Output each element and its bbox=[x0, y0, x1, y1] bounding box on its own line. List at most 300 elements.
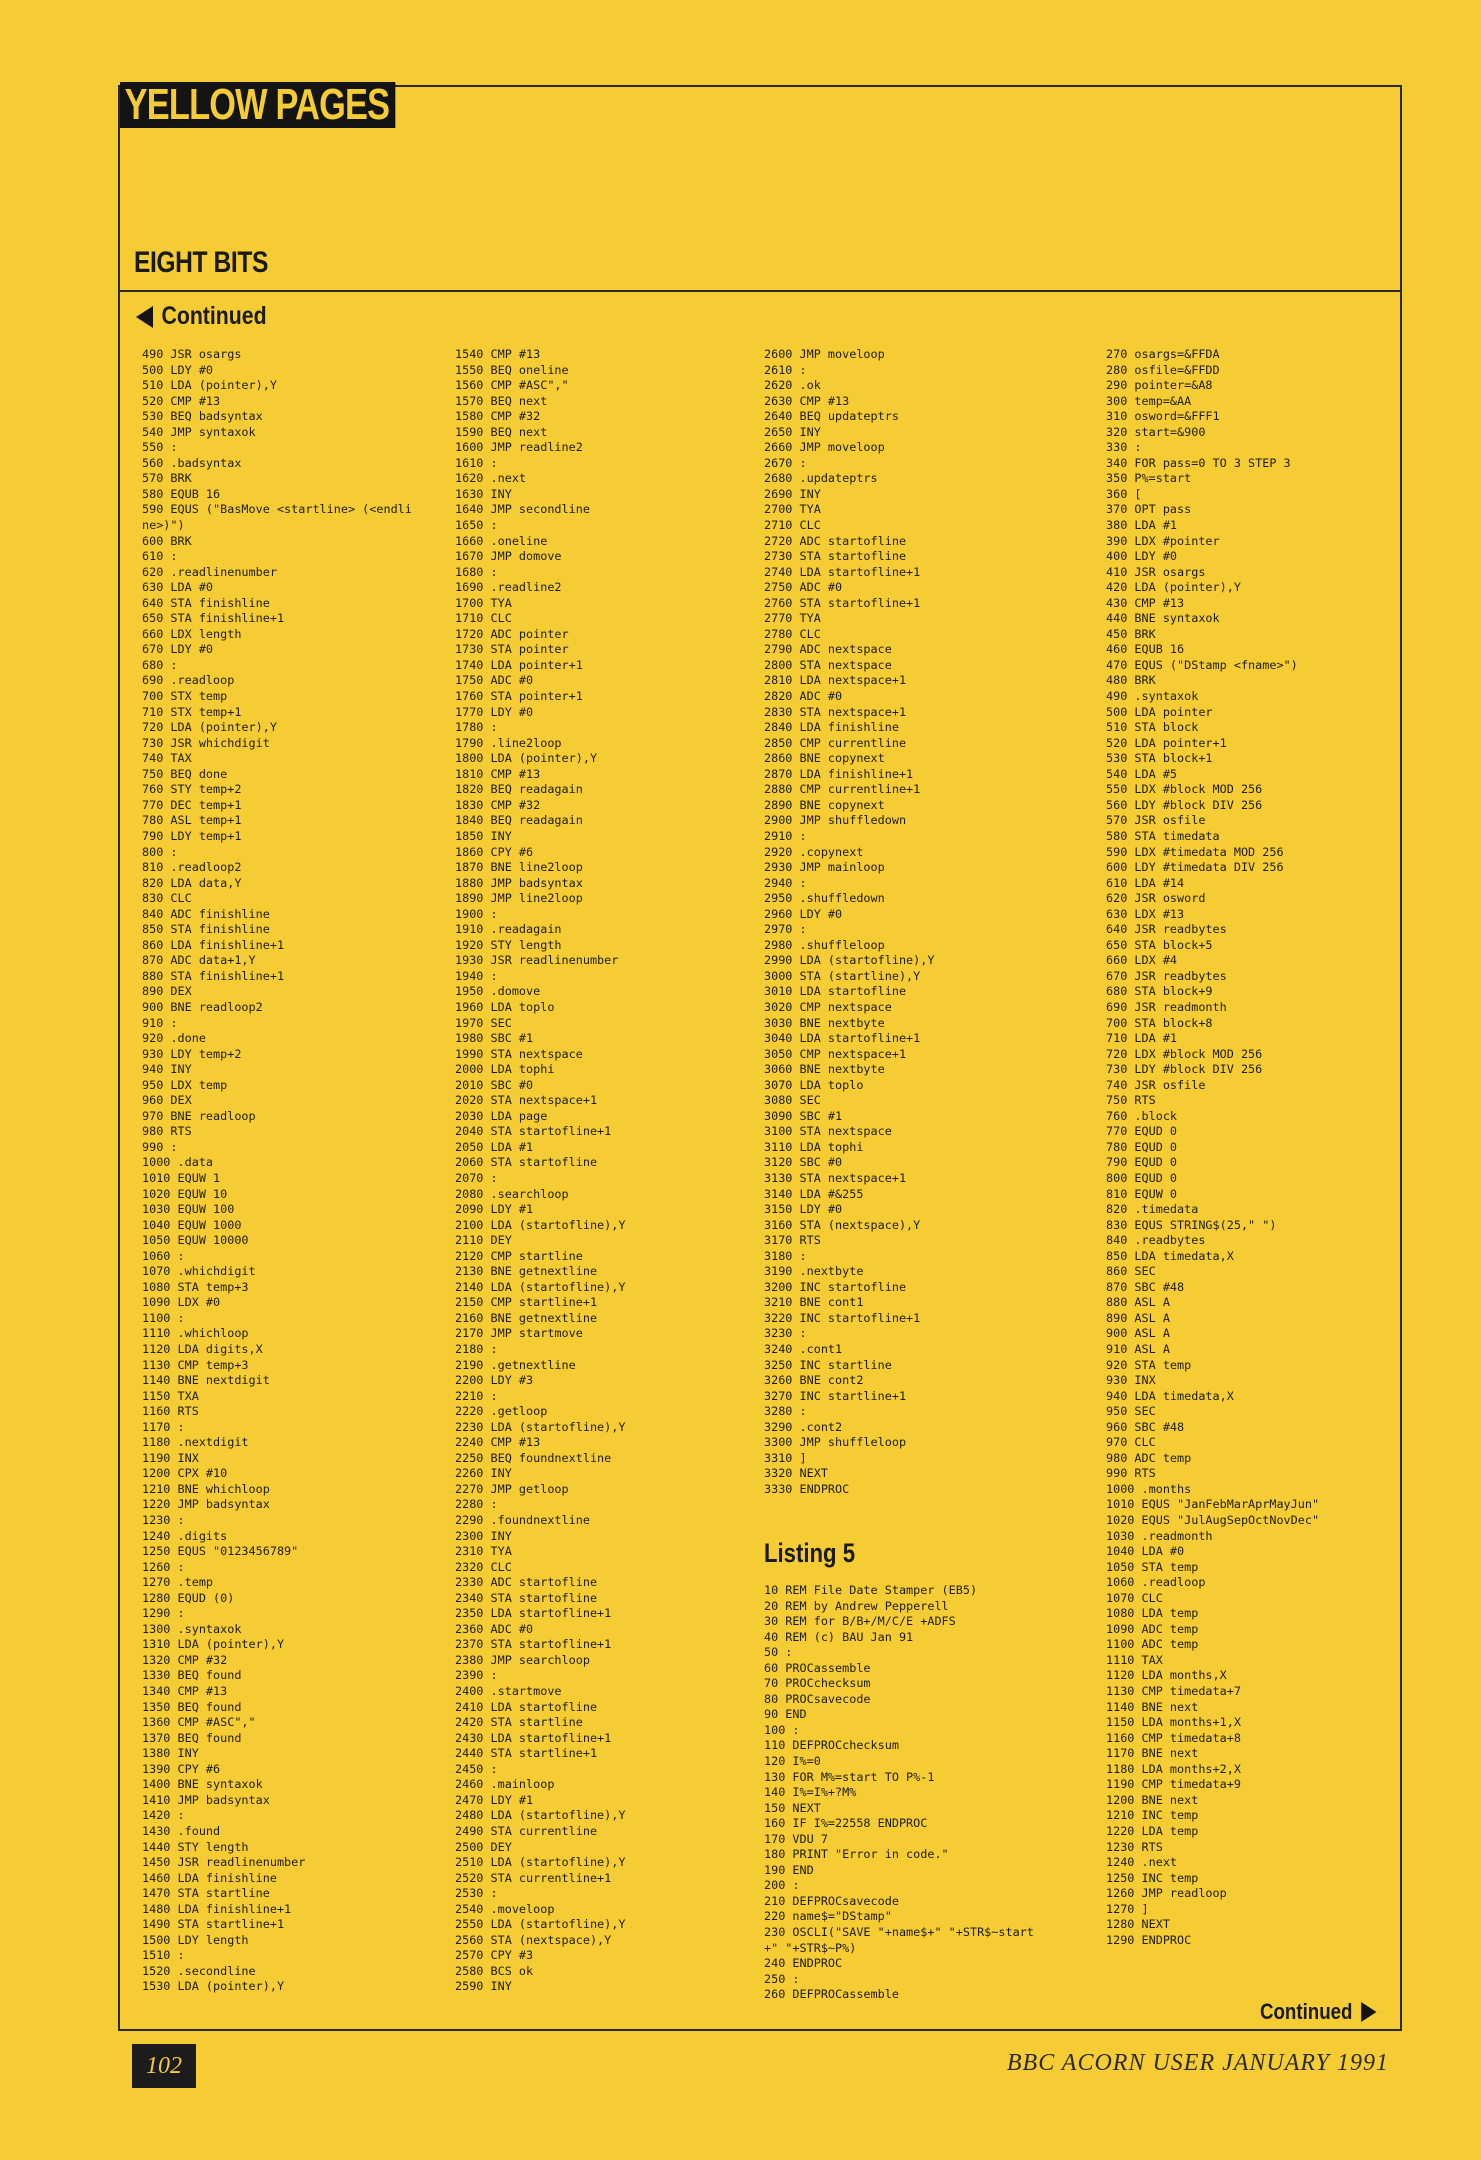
code-line: 90 END bbox=[764, 1707, 807, 1722]
code-line: 850 STA finishline bbox=[142, 922, 270, 937]
code-line: 3010 LDA startofline bbox=[764, 984, 907, 999]
code-line: 700 STX temp bbox=[142, 689, 228, 704]
code-line: 1870 BNE line2loop bbox=[455, 860, 583, 875]
code-line: 1630 INY bbox=[455, 486, 512, 501]
code-line: 2680 .updateptrs bbox=[764, 471, 878, 486]
code-line: 1190 INX bbox=[142, 1450, 199, 1465]
code-line: 1950 .domove bbox=[455, 984, 541, 999]
code-line: 1400 BNE syntaxok bbox=[142, 1777, 263, 1792]
code-line: 2790 ADC nextspace bbox=[764, 642, 892, 657]
code-line: 40 REM (c) BAU Jan 91 bbox=[764, 1629, 914, 1644]
code-line: 850 LDA timedata,X bbox=[1106, 1248, 1234, 1263]
code-line: 1000 .months bbox=[1106, 1481, 1192, 1496]
code-line: 2700 TYA bbox=[764, 502, 821, 517]
code-line: 1170 BNE next bbox=[1106, 1746, 1199, 1761]
code-line: 1230 RTS bbox=[1106, 1839, 1163, 1854]
code-line: 1740 LDA pointer+1 bbox=[455, 657, 583, 672]
code-line: 870 SBC #48 bbox=[1106, 1279, 1185, 1294]
code-line: 1060 : bbox=[142, 1248, 185, 1263]
code-line: 1010 EQUW 1 bbox=[142, 1170, 221, 1185]
code-line: 1930 JSR readlinenumber bbox=[455, 953, 619, 968]
code-line: 910 ASL A bbox=[1106, 1342, 1170, 1356]
code-line: 1180 .nextdigit bbox=[142, 1435, 249, 1450]
code-line: 600 LDY #timedata DIV 256 bbox=[1106, 860, 1284, 875]
code-line: 1200 CPX #10 bbox=[142, 1466, 228, 1481]
code-line: 1030 .readmonth bbox=[1106, 1528, 1213, 1543]
code-line: 930 INX bbox=[1106, 1373, 1156, 1388]
code-line: 1210 INC temp bbox=[1106, 1808, 1199, 1823]
code-line: 500 LDA pointer bbox=[1106, 704, 1213, 719]
code-line: 70 PROCchecksum bbox=[764, 1676, 871, 1691]
code-line: 610 LDA #14 bbox=[1106, 875, 1185, 890]
code-line: 180 PRINT "Error in code." bbox=[764, 1847, 949, 1862]
code-line: 1530 LDA (pointer),Y bbox=[142, 1979, 285, 1994]
code-line: 580 STA timedata bbox=[1106, 828, 1220, 843]
code-line: 560 .badsyntax bbox=[142, 455, 242, 470]
code-line: 3100 STA nextspace bbox=[764, 1124, 892, 1139]
code-line: 1880 JMP badsyntax bbox=[455, 875, 583, 890]
code-line: 480 BRK bbox=[1106, 673, 1156, 688]
code-line: 350 P%=start bbox=[1106, 471, 1192, 486]
code-line: 2070 : bbox=[455, 1170, 498, 1185]
code-line: 1090 LDX #0 bbox=[142, 1295, 221, 1310]
code-line: 1710 CLC bbox=[455, 611, 512, 626]
code-line: 2770 TYA bbox=[764, 611, 821, 626]
code-line: 800 : bbox=[142, 844, 178, 859]
code-line: 160 IF I%=22558 ENDPROC bbox=[764, 1816, 928, 1831]
code-line: 2750 ADC #0 bbox=[764, 580, 843, 595]
code-line: 2900 JMP shuffledown bbox=[764, 813, 907, 828]
code-line: 3190 .nextbyte bbox=[764, 1264, 864, 1279]
code-line: 360 [ bbox=[1106, 486, 1142, 501]
listing-column-4 bbox=[1106, 347, 1319, 1948]
code-line: 580 EQUB 16 bbox=[142, 486, 221, 501]
code-line: 2120 CMP startline bbox=[455, 1248, 583, 1263]
code-line: 3260 BNE cont2 bbox=[764, 1373, 864, 1388]
code-line: 440 BNE syntaxok bbox=[1106, 611, 1220, 626]
code-line: 2510 LDA (startofline),Y bbox=[455, 1855, 626, 1870]
code-line: 2350 LDA startofline+1 bbox=[455, 1606, 612, 1621]
code-line: 1050 STA temp bbox=[1106, 1559, 1199, 1574]
code-line: 3300 JMP shuffleloop bbox=[764, 1435, 907, 1450]
code-line: 3060 BNE nextbyte bbox=[764, 1062, 885, 1077]
code-line: 2980 .shuffleloop bbox=[764, 937, 885, 952]
code-line: 2540 .moveloop bbox=[455, 1901, 555, 1916]
code-line: 1210 BNE whichloop bbox=[142, 1481, 270, 1496]
code-line: 2030 LDA page bbox=[455, 1108, 548, 1123]
code-line: 2710 CLC bbox=[764, 518, 821, 533]
code-line: 2280 : bbox=[455, 1497, 498, 1512]
code-line: 3160 STA (nextspace),Y bbox=[764, 1217, 921, 1232]
code-line: 530 BEQ badsyntax bbox=[142, 409, 263, 424]
code-line: 2200 LDY #3 bbox=[455, 1373, 534, 1388]
code-line: 3110 LDA tophi bbox=[764, 1139, 864, 1154]
code-line: 2850 CMP currentline bbox=[764, 735, 907, 750]
continued-top-label: Continued bbox=[161, 302, 267, 330]
continued-bottom-label: Continued bbox=[1260, 1999, 1353, 2024]
code-line: 2040 STA startofline+1 bbox=[455, 1124, 612, 1139]
code-line: 960 DEX bbox=[142, 1093, 192, 1108]
code-line: 990 RTS bbox=[1106, 1466, 1156, 1481]
code-line: 2220 .getloop bbox=[455, 1404, 548, 1419]
code-line: 2550 LDA (startofline),Y bbox=[455, 1917, 626, 1932]
code-line: 540 LDA #5 bbox=[1106, 766, 1178, 781]
code-line: 1730 STA pointer bbox=[455, 642, 569, 657]
code-line: 1070 .whichdigit bbox=[142, 1264, 256, 1279]
code-line: 760 .block bbox=[1106, 1108, 1178, 1123]
code-line: 920 .done bbox=[142, 1031, 206, 1046]
code-line: 290 pointer=&A8 bbox=[1106, 378, 1213, 393]
code-line: 3320 NEXT bbox=[764, 1466, 828, 1481]
code-line: 2450 : bbox=[455, 1761, 498, 1776]
code-line: 2720 ADC startofline bbox=[764, 533, 907, 548]
code-line: 2670 : bbox=[764, 455, 807, 470]
code-line: 2410 LDA startofline bbox=[455, 1699, 598, 1714]
code-line: 30 REM for B/B+/M/C/E +ADFS bbox=[764, 1614, 956, 1629]
code-line: 2530 : bbox=[455, 1886, 498, 1901]
code-line: 980 RTS bbox=[142, 1124, 192, 1139]
code-line: 260 DEFPROCassemble bbox=[764, 1987, 899, 2002]
code-line: 1500 LDY length bbox=[142, 1932, 249, 1947]
code-line: 1860 CPY #6 bbox=[455, 844, 534, 859]
code-line: 1830 CMP #32 bbox=[455, 797, 541, 812]
code-line: 100 : bbox=[764, 1722, 800, 1737]
code-line: 450 BRK bbox=[1106, 626, 1156, 641]
code-line: 940 LDA timedata,X bbox=[1106, 1388, 1234, 1403]
code-line: 2170 JMP startmove bbox=[455, 1326, 583, 1341]
code-line: 590 EQUS ("BasMove <startline> (<endli bbox=[142, 502, 412, 517]
code-line: 970 CLC bbox=[1106, 1435, 1156, 1450]
code-line: 600 BRK bbox=[142, 533, 192, 548]
code-line: 3330 ENDPROC bbox=[764, 1481, 850, 1496]
code-line: 1280 NEXT bbox=[1106, 1917, 1170, 1932]
code-line: 1680 : bbox=[455, 564, 498, 579]
code-line: 1260 : bbox=[142, 1559, 185, 1574]
code-line: 2310 TYA bbox=[455, 1544, 512, 1559]
code-line: 2400 .startmove bbox=[455, 1684, 562, 1699]
code-line: 610 : bbox=[142, 549, 178, 564]
code-line: 1550 BEQ oneline bbox=[455, 362, 569, 377]
code-line: 2060 STA startofline bbox=[455, 1155, 598, 1170]
code-line: 710 LDA #1 bbox=[1106, 1031, 1178, 1046]
code-line: 790 LDY temp+1 bbox=[142, 828, 242, 843]
code-line: 380 LDA #1 bbox=[1106, 518, 1178, 533]
code-line: 2930 JMP mainloop bbox=[764, 860, 885, 875]
code-line: 1280 EQUD (0) bbox=[142, 1590, 235, 1605]
code-line: 1080 LDA temp bbox=[1106, 1606, 1199, 1621]
code-line: 2610 : bbox=[764, 362, 807, 377]
code-line: 2860 BNE copynext bbox=[764, 751, 885, 766]
code-line: 1190 CMP timedata+9 bbox=[1106, 1777, 1241, 1792]
code-line: 520 LDA pointer+1 bbox=[1106, 735, 1227, 750]
code-line: 2950 .shuffledown bbox=[764, 891, 885, 906]
code-line: 270 osargs=&FFDA bbox=[1106, 347, 1220, 361]
code-line: 1290 : bbox=[142, 1606, 185, 1621]
code-line: 3040 LDA startofline+1 bbox=[764, 1031, 921, 1046]
code-line: 250 : bbox=[764, 1971, 800, 1986]
section-title: EIGHT BITS bbox=[134, 246, 268, 279]
code-line: 710 STX temp+1 bbox=[142, 704, 242, 719]
code-line: 1380 INY bbox=[142, 1746, 199, 1761]
code-line: 2420 STA startline bbox=[455, 1715, 583, 1730]
code-line: 2000 LDA tophi bbox=[455, 1062, 555, 1077]
code-line: 1160 RTS bbox=[142, 1404, 199, 1419]
code-line: 2580 BCS ok bbox=[455, 1963, 534, 1978]
code-line: 1110 .whichloop bbox=[142, 1326, 249, 1341]
page-number: 102 bbox=[132, 2044, 196, 2088]
code-line: 570 JSR osfile bbox=[1106, 813, 1206, 828]
code-line: 2020 STA nextspace+1 bbox=[455, 1093, 598, 1108]
code-line: 1980 SBC #1 bbox=[455, 1031, 534, 1046]
code-line: 830 EQUS STRING$(25," ") bbox=[1106, 1217, 1277, 1232]
code-line: 1140 BNE nextdigit bbox=[142, 1373, 270, 1388]
code-line: 840 ADC finishline bbox=[142, 906, 270, 921]
code-line: 2840 LDA finishline bbox=[764, 720, 899, 735]
code-line: 720 LDX #block MOD 256 bbox=[1106, 1046, 1263, 1061]
code-line: 1150 LDA months+1,X bbox=[1106, 1715, 1241, 1730]
code-line: 1430 .found bbox=[142, 1823, 221, 1838]
code-line: 3270 INC startline+1 bbox=[764, 1388, 907, 1403]
code-line: 2970 : bbox=[764, 922, 807, 937]
code-line: 680 STA block+9 bbox=[1106, 984, 1213, 999]
code-line: 1040 LDA #0 bbox=[1106, 1544, 1185, 1559]
code-line: 1370 BEQ found bbox=[142, 1730, 242, 1745]
code-line: 860 SEC bbox=[1106, 1264, 1156, 1279]
code-line: 570 BRK bbox=[142, 471, 192, 486]
code-line: 770 DEC temp+1 bbox=[142, 797, 242, 812]
code-line: 2690 INY bbox=[764, 486, 821, 501]
code-line: 2360 ADC #0 bbox=[455, 1621, 534, 1636]
code-line: 460 EQUB 16 bbox=[1106, 642, 1185, 657]
code-line: 920 STA temp bbox=[1106, 1357, 1192, 1372]
code-line: 670 JSR readbytes bbox=[1106, 968, 1227, 983]
code-line: 2590 INY bbox=[455, 1979, 512, 1994]
code-line: 410 JSR osargs bbox=[1106, 564, 1206, 579]
code-line: 700 STA block+8 bbox=[1106, 1015, 1213, 1030]
code-line: 150 NEXT bbox=[764, 1800, 821, 1815]
code-line: 2370 STA startofline+1 bbox=[455, 1637, 612, 1652]
code-line: 1140 BNE next bbox=[1106, 1699, 1199, 1714]
code-line: 2820 ADC #0 bbox=[764, 689, 843, 704]
code-line: 3090 SBC #1 bbox=[764, 1108, 843, 1123]
code-line: 1760 STA pointer+1 bbox=[455, 689, 583, 704]
code-line: 400 LDY #0 bbox=[1106, 549, 1178, 564]
code-line: 1940 : bbox=[455, 968, 498, 983]
code-line: 2340 STA startofline bbox=[455, 1590, 598, 1605]
code-line: 2430 LDA startofline+1 bbox=[455, 1730, 612, 1745]
code-line: 1270 ] bbox=[1106, 1901, 1149, 1916]
code-line: 2870 LDA finishline+1 bbox=[764, 766, 914, 781]
code-line: 1320 CMP #32 bbox=[142, 1652, 228, 1667]
code-line: 60 PROCassemble bbox=[764, 1660, 871, 1675]
code-line: 1910 .readagain bbox=[455, 922, 562, 937]
code-line: 1100 ADC temp bbox=[1106, 1637, 1199, 1652]
code-line: 2800 STA nextspace bbox=[764, 657, 892, 672]
code-line: +" "+STR$~P%) bbox=[764, 1940, 857, 1955]
code-line: 3070 LDA toplo bbox=[764, 1077, 864, 1092]
code-line: 690 JSR readmonth bbox=[1106, 999, 1227, 1014]
code-line: 860 LDA finishline+1 bbox=[142, 937, 285, 952]
code-line: 2010 SBC #0 bbox=[455, 1077, 534, 1092]
code-line: 170 VDU 7 bbox=[764, 1831, 828, 1846]
code-line: 320 start=&900 bbox=[1106, 424, 1206, 439]
code-line: 660 LDX #4 bbox=[1106, 953, 1178, 968]
code-line: 1640 JMP secondline bbox=[455, 502, 590, 517]
code-line: 1700 TYA bbox=[455, 595, 512, 610]
code-line: 640 STA finishline bbox=[142, 595, 270, 610]
listing-column-1 bbox=[142, 347, 412, 1995]
code-line: 2150 CMP startline+1 bbox=[455, 1295, 598, 1310]
code-line: 550 LDX #block MOD 256 bbox=[1106, 782, 1263, 797]
code-line: 510 STA block bbox=[1106, 720, 1199, 735]
code-line: 3150 LDY #0 bbox=[764, 1202, 843, 1217]
code-line: 1250 INC temp bbox=[1106, 1870, 1199, 1885]
code-line: 310 osword=&FFF1 bbox=[1106, 409, 1220, 424]
code-line: 1970 SEC bbox=[455, 1015, 512, 1030]
code-line: 650 STA finishline+1 bbox=[142, 611, 285, 626]
code-line: 2100 LDA (startofline),Y bbox=[455, 1217, 626, 1232]
code-line: 2810 LDA nextspace+1 bbox=[764, 673, 907, 688]
code-line: 1050 EQUW 10000 bbox=[142, 1233, 249, 1248]
code-line: 3280 : bbox=[764, 1404, 807, 1419]
arrow-right-icon bbox=[1361, 2002, 1376, 2022]
code-line: 780 EQUD 0 bbox=[1106, 1139, 1178, 1154]
code-line: 1690 .readline2 bbox=[455, 580, 562, 595]
code-line: 830 CLC bbox=[142, 891, 192, 906]
code-line: 1750 ADC #0 bbox=[455, 673, 534, 688]
code-line: 660 LDX length bbox=[142, 626, 242, 641]
code-line: 760 STY temp+2 bbox=[142, 782, 242, 797]
continued-top bbox=[136, 302, 267, 331]
code-line: 890 DEX bbox=[142, 984, 192, 999]
masthead: YELLOW PAGES bbox=[120, 82, 396, 128]
listing-column-2 bbox=[455, 347, 625, 1995]
code-line: 530 STA block+1 bbox=[1106, 751, 1213, 766]
code-line: 1220 JMP badsyntax bbox=[142, 1497, 270, 1512]
code-line: 1490 STA startline+1 bbox=[142, 1917, 285, 1932]
code-line: 990 : bbox=[142, 1139, 178, 1154]
code-line: 3140 LDA #&255 bbox=[764, 1186, 864, 1201]
code-line: 2290 .foundnextline bbox=[455, 1513, 590, 1528]
code-line: 2250 BEQ foundnextline bbox=[455, 1450, 612, 1465]
code-line: 1090 ADC temp bbox=[1106, 1621, 1199, 1636]
code-line: 20 REM by Andrew Pepperell bbox=[764, 1598, 949, 1613]
code-line: 880 ASL A bbox=[1106, 1295, 1170, 1310]
code-line: 630 LDA #0 bbox=[142, 580, 214, 595]
code-line: 740 JSR osfile bbox=[1106, 1077, 1206, 1092]
code-line: 620 .readlinenumber bbox=[142, 564, 277, 579]
code-line: 810 .readloop2 bbox=[142, 860, 242, 875]
code-line: 740 TAX bbox=[142, 751, 192, 766]
code-line: 2920 .copynext bbox=[764, 844, 864, 859]
code-line: 1120 LDA months,X bbox=[1106, 1668, 1227, 1683]
code-line: 1790 .line2loop bbox=[455, 735, 562, 750]
code-line: 3000 STA (startline),Y bbox=[764, 968, 921, 983]
code-line: 2080 .searchloop bbox=[455, 1186, 569, 1201]
code-line: 2140 LDA (startofline),Y bbox=[455, 1279, 626, 1294]
listing-column-3 bbox=[764, 347, 934, 1497]
code-line: 490 JSR osargs bbox=[142, 347, 242, 361]
code-line: 960 SBC #48 bbox=[1106, 1419, 1185, 1434]
code-line: 750 BEQ done bbox=[142, 766, 228, 781]
code-line: 340 FOR pass=0 TO 3 STEP 3 bbox=[1106, 455, 1291, 470]
code-line: 1660 .oneline bbox=[455, 533, 548, 548]
code-line: 540 JMP syntaxok bbox=[142, 424, 256, 439]
code-line: 970 BNE readloop bbox=[142, 1108, 256, 1123]
code-line: 900 BNE readloop2 bbox=[142, 999, 263, 1014]
code-line: 2520 STA currentline+1 bbox=[455, 1870, 612, 1885]
code-line: 1130 CMP temp+3 bbox=[142, 1357, 249, 1372]
code-line: 3120 SBC #0 bbox=[764, 1155, 843, 1170]
code-line: 2960 LDY #0 bbox=[764, 906, 843, 921]
code-line: 2940 : bbox=[764, 875, 807, 890]
code-line: 2730 STA startofline bbox=[764, 549, 907, 564]
code-line: 1240 .digits bbox=[142, 1528, 228, 1543]
code-line: 1810 CMP #13 bbox=[455, 766, 541, 781]
code-line: 420 LDA (pointer),Y bbox=[1106, 580, 1241, 595]
code-line: 1260 JMP readloop bbox=[1106, 1886, 1227, 1901]
code-line: 980 ADC temp bbox=[1106, 1450, 1192, 1465]
code-line: 2780 CLC bbox=[764, 626, 821, 641]
code-line: 1270 .temp bbox=[142, 1575, 214, 1590]
code-line: 2190 .getnextline bbox=[455, 1357, 576, 1372]
code-line: 1410 JMP badsyntax bbox=[142, 1792, 270, 1807]
code-line: 1080 STA temp+3 bbox=[142, 1279, 249, 1294]
code-line: 2300 INY bbox=[455, 1528, 512, 1543]
code-line: 620 JSR osword bbox=[1106, 891, 1206, 906]
code-line: 1460 LDA finishline bbox=[142, 1870, 277, 1885]
code-line: 3310 ] bbox=[764, 1450, 807, 1465]
code-line: 1360 CMP #ASC"," bbox=[142, 1715, 256, 1730]
code-line: 650 STA block+5 bbox=[1106, 937, 1213, 952]
code-line: 2230 LDA (startofline),Y bbox=[455, 1419, 626, 1434]
code-line: 1200 BNE next bbox=[1106, 1792, 1199, 1807]
code-line: 2890 BNE copynext bbox=[764, 797, 885, 812]
code-line: 470 EQUS ("DStamp <fname>") bbox=[1106, 657, 1298, 672]
code-line: 520 CMP #13 bbox=[142, 393, 221, 408]
code-line: 680 : bbox=[142, 657, 178, 672]
code-line: 1070 CLC bbox=[1106, 1590, 1163, 1605]
code-line: 2830 STA nextspace+1 bbox=[764, 704, 907, 719]
code-line: 2440 STA startline+1 bbox=[455, 1746, 598, 1761]
code-line: 870 ADC data+1,Y bbox=[142, 953, 256, 968]
code-line: 1890 JMP line2loop bbox=[455, 891, 583, 906]
code-line: 1450 JSR readlinenumber bbox=[142, 1855, 306, 1870]
header-rule bbox=[118, 290, 1402, 292]
code-line: 1180 LDA months+2,X bbox=[1106, 1761, 1241, 1776]
code-line: 3180 : bbox=[764, 1248, 807, 1263]
continued-bottom bbox=[1260, 1999, 1376, 2025]
code-line: 2630 CMP #13 bbox=[764, 393, 850, 408]
arrow-left-icon bbox=[136, 306, 153, 328]
code-line: 1600 JMP readline2 bbox=[455, 440, 583, 455]
code-line: 640 JSR readbytes bbox=[1106, 922, 1227, 937]
code-line: 1580 CMP #32 bbox=[455, 409, 541, 424]
code-line: 2330 ADC startofline bbox=[455, 1575, 598, 1590]
code-line: 200 : bbox=[764, 1878, 800, 1893]
code-line: 2990 LDA (startofline),Y bbox=[764, 953, 935, 968]
code-line: 140 I%=I%+?M% bbox=[764, 1785, 857, 1800]
code-line: 2490 STA currentline bbox=[455, 1823, 598, 1838]
code-line: 1340 CMP #13 bbox=[142, 1684, 228, 1699]
code-line: 3030 BNE nextbyte bbox=[764, 1015, 885, 1030]
code-line: 550 : bbox=[142, 440, 178, 455]
code-line: 3080 SEC bbox=[764, 1093, 821, 1108]
code-line: 1030 EQUW 100 bbox=[142, 1202, 235, 1217]
code-line: 730 LDY #block DIV 256 bbox=[1106, 1062, 1263, 1077]
listing5-title: Listing 5 bbox=[764, 1538, 856, 1568]
code-line: 1060 .readloop bbox=[1106, 1575, 1206, 1590]
